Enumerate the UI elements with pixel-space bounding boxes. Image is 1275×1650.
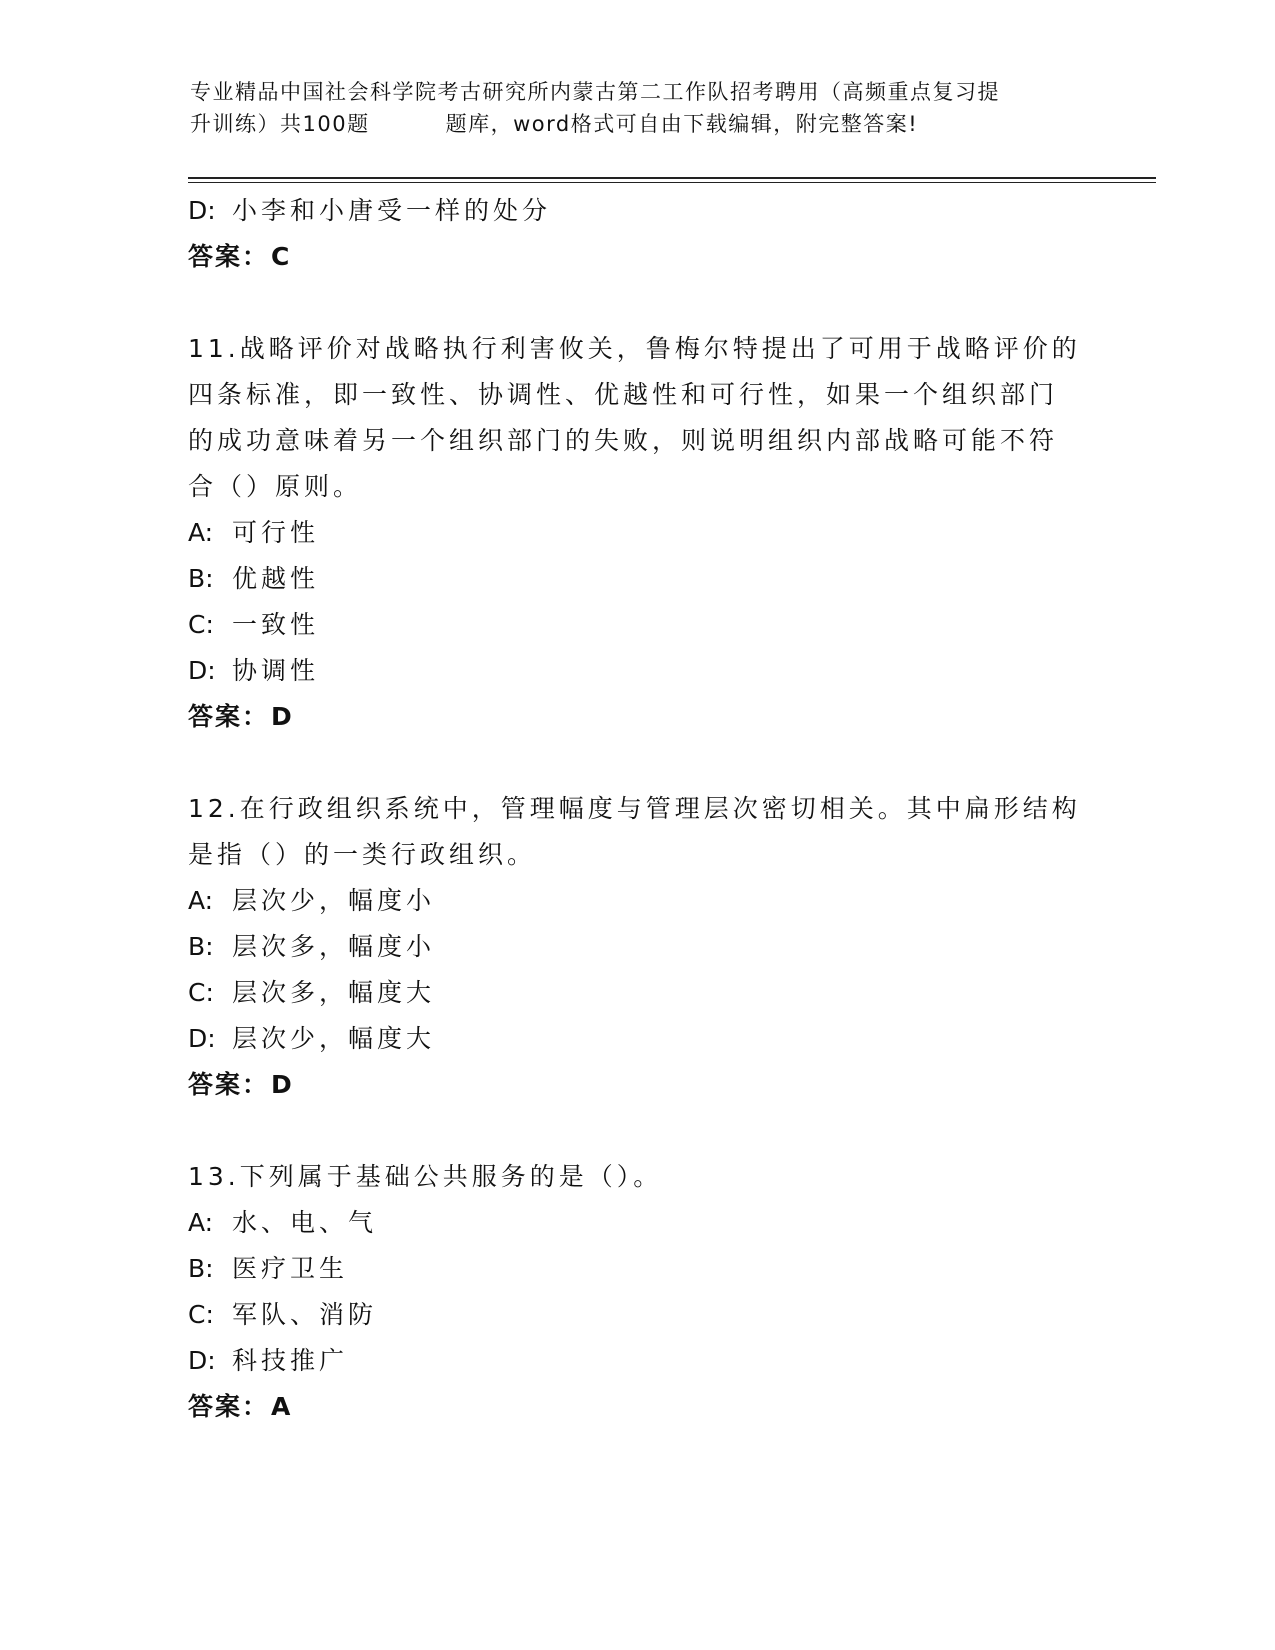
- option-letter: C:: [188, 1300, 214, 1329]
- question-13: [188, 1154, 1088, 1430]
- option-letter: D:: [188, 656, 216, 685]
- question-stem-line: 11.战略评价对战略执行利害攸关，鲁梅尔特提出了可用于战略评价的: [188, 334, 1081, 363]
- option-text: 协调性: [232, 656, 320, 685]
- option-text: 军队、消防: [232, 1300, 378, 1329]
- answer-value: D: [271, 1070, 294, 1099]
- option-row: [188, 188, 1088, 234]
- option-text: 医疗卫生: [232, 1254, 349, 1283]
- option-row: [188, 1338, 1088, 1384]
- question-stem-line: 四条标准，即一致性、协调性、优越性和可行性，如果一个组织部门: [188, 380, 1059, 409]
- option-text: 小李和小唐受一样的处分: [232, 196, 552, 225]
- answer-label: 答案：: [188, 1070, 270, 1099]
- question-12: [188, 786, 1088, 1108]
- answer-label: 答案：: [188, 1392, 270, 1421]
- answer-row: [188, 694, 1088, 740]
- answer-row: [188, 1062, 1088, 1108]
- option-row: [188, 602, 1088, 648]
- answer-value: D: [271, 702, 294, 731]
- option-letter: D:: [188, 196, 216, 225]
- option-row: [188, 1200, 1088, 1246]
- option-row: [188, 878, 1088, 924]
- header-rule-thick: [188, 177, 1156, 179]
- header-line-2-part-2: 题库，word格式可自由下载编辑，附完整答案!: [445, 112, 919, 136]
- answer-label: 答案：: [188, 702, 270, 731]
- option-text: 层次少，幅度小: [232, 886, 436, 915]
- option-text: 层次多，幅度小: [232, 932, 436, 961]
- option-text: 水、电、气: [232, 1208, 378, 1237]
- option-row: [188, 648, 1088, 694]
- option-letter: C:: [188, 610, 214, 639]
- option-letter: B:: [188, 564, 214, 593]
- option-row: [188, 556, 1088, 602]
- question-11: [188, 326, 1088, 740]
- question-stem-line: 13.下列属于基础公共服务的是（）。: [188, 1162, 663, 1191]
- option-text: 可行性: [232, 518, 320, 547]
- question-stem-line: 的成功意味着另一个组织部门的失败，则说明组织内部战略可能不符: [188, 426, 1059, 455]
- answer-row: [188, 1384, 1088, 1430]
- answer-value: A: [271, 1392, 293, 1421]
- answer-label: 答案：: [188, 242, 270, 271]
- header-line-2: [190, 108, 1090, 140]
- page-header: [190, 76, 1090, 140]
- document-body: [188, 188, 1088, 1430]
- option-letter: A:: [188, 1208, 214, 1237]
- option-letter: A:: [188, 886, 214, 915]
- option-letter: A:: [188, 518, 214, 547]
- option-row: [188, 924, 1088, 970]
- option-text: 一致性: [232, 610, 320, 639]
- option-text: 科技推广: [232, 1346, 349, 1375]
- option-letter: B:: [188, 1254, 214, 1283]
- answer-row: [188, 234, 1088, 280]
- question-stem-line: 12.在行政组织系统中，管理幅度与管理层次密切相关。其中扁形结构: [188, 794, 1081, 823]
- option-letter: B:: [188, 932, 214, 961]
- question-stem-line: 合（）原则。: [188, 472, 363, 501]
- option-row: [188, 510, 1088, 556]
- header-line-2-part-1: 升训练）共100题: [190, 112, 370, 136]
- question-stem-line: 是指（）的一类行政组织。: [188, 840, 537, 869]
- option-letter: C:: [188, 978, 214, 1007]
- header-rule-thin: [188, 182, 1156, 183]
- option-text: 层次少，幅度大: [232, 1024, 436, 1053]
- option-text: 层次多，幅度大: [232, 978, 436, 1007]
- header-line-1: 专业精品中国社会科学院考古研究所内蒙古第二工作队招考聘用（高频重点复习提: [190, 80, 1000, 104]
- option-row: [188, 1016, 1088, 1062]
- option-row: [188, 970, 1088, 1016]
- answer-value: C: [271, 242, 292, 271]
- option-row: [188, 1292, 1088, 1338]
- option-text: 优越性: [232, 564, 320, 593]
- option-letter: D:: [188, 1024, 216, 1053]
- option-row: [188, 1246, 1088, 1292]
- option-letter: D:: [188, 1346, 216, 1375]
